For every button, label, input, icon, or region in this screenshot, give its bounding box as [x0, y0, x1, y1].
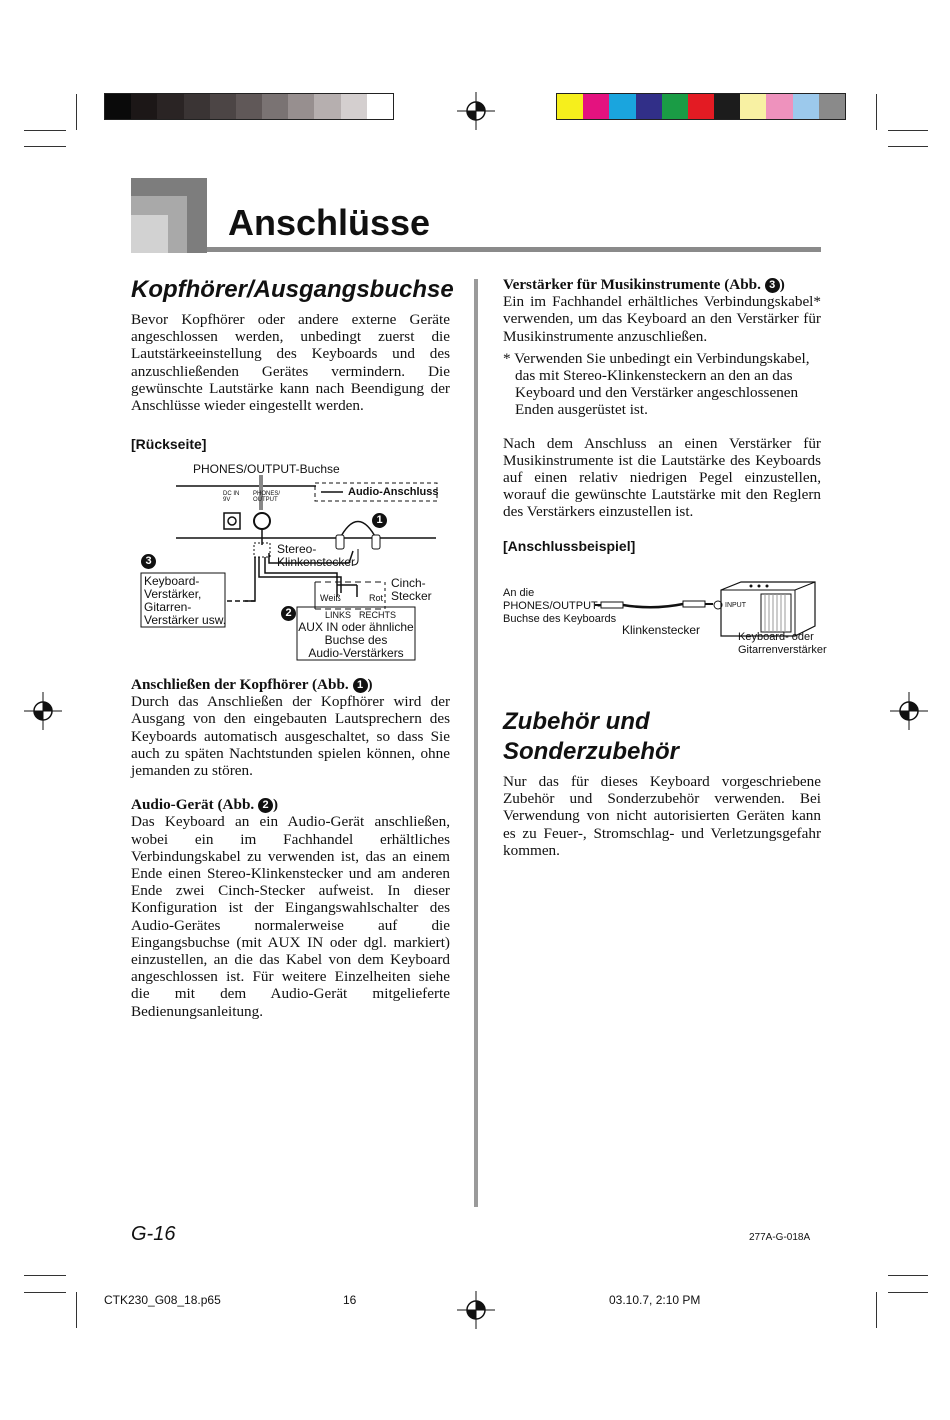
connection-example-label: [Anschlussbeispiel] [503, 537, 636, 554]
audio-paragraph: Das Keyboard an ein Audio-Gerät anschließen, wobei ein im Fachhandel erhältliches Verbindungskabel zu verwenden ist, das an einem Ende einen Stereo-Klinkenstecker und am anderen Ende zwei Cinch-Stecker aufweist. In dieser Konfiguration ist der Eingangswahlschalter des Audio-Gerätes normalerweise auf die Eingangsbuchse (mit AUX IN oder dgl. markiert) einzustellen, an die das Kabel von dem Keyboard angeschlossen ist. Für weitere Einzelheiten siehe die mit dem Audio-Gerät mitgelieferte Bedienungsanleitung. [131, 813, 450, 1020]
phones-small-label [253, 491, 280, 503]
amplifier-line1: Keyboard- [144, 574, 200, 588]
registration-mark-top [457, 92, 495, 130]
example-label-amplifier-line1: Keyboard- oder [738, 631, 814, 643]
rear-panel-label: [Rückseite] [131, 436, 207, 453]
color-swatch [583, 94, 609, 119]
amplifier-volume-paragraph: Nach dem Anschluss an einen Verstärker für Musikinstrumente ist die Lautstärke des Keyboards auf einen relativ niedrigen Pegel einzustellen, worauf die gewünschte Lautstärke mit den Reglern des Verstärkers einzustellen ist. [503, 434, 821, 521]
stereo-plug-line2: Klinkenstecker [277, 555, 356, 569]
amplifier-line3: Gitarren- [144, 600, 192, 614]
color-swatch [341, 94, 367, 119]
color-swatch [793, 94, 819, 119]
example-label-buchse: Buchse des Keyboards [503, 613, 617, 625]
output-small-text: OUTPUT [253, 497, 278, 503]
page-number: G-16 [131, 1223, 176, 1245]
registration-mark-left [24, 692, 62, 730]
right-column [503, 276, 821, 554]
dc-in-label [223, 491, 239, 503]
audio-close-paren: ) [273, 796, 279, 814]
color-swatch [740, 94, 766, 119]
accessories-section [503, 707, 821, 859]
example-label-plug: Klinkenstecker [622, 623, 701, 637]
intro-paragraph: Bevor Kopfhörer oder andere externe Geräte angeschlossen werden, unbedingt zuerst die Lautstärkeeinstellung des Keyboards und des anzuschließenden Gerätes vermindern. Die gewünschte Lautstärke kann nach Beendigung der Anschlüsse wieder eingestellt werden. [131, 311, 450, 415]
section-heading-accessories: Zubehör und Sonderzubehör [503, 708, 680, 765]
color-swatch [210, 94, 236, 119]
title-underline [207, 247, 821, 252]
aux-in-line1: AUX IN oder ähnliche [298, 620, 414, 634]
accessories-paragraph: Nur das für dieses Keyboard vorgeschriebene Zubehör und Sonderzubehör verwenden. Bei Verwendung von nicht autorisierten Geräten kann es zu Feuer-, Stromschlag- und Verletzungsgefahr kommen. [503, 773, 821, 859]
connection-example-diagram [503, 580, 827, 662]
registration-mark-bottom [457, 1291, 495, 1329]
color-swatch [557, 94, 583, 119]
aux-in-line2: Buchse des [324, 633, 388, 647]
color-swatch [819, 94, 845, 119]
color-swatch [609, 94, 635, 119]
headphones-subheading-text: Anschließen der Kopfhörer (Abb. [131, 676, 349, 693]
headphones-figure-ref: 1 [353, 678, 368, 693]
phones-output-jack-label: PHONES/OUTPUT-Buchse [193, 462, 340, 476]
example-label-amplifier-line2: Gitarrenverstärker [738, 644, 827, 656]
color-swatch [367, 94, 393, 119]
color-swatch [688, 94, 714, 119]
section-heading-headphones: Kopfhörer/Ausgangsbuchse [131, 276, 454, 303]
white-plug-label: Weiß [320, 593, 341, 603]
headphones-paragraph: Durch das Anschließen der Kopfhörer wird der Ausgang von den eingebauten Lautsprechern des Keyboards automatisch ausgeschaltet, so dass Sie auch zu späten Nachtstunden spielen können, ohne jemanden zu stören. [131, 693, 450, 780]
example-label-input: INPUT [725, 602, 746, 609]
color-swatch [766, 94, 792, 119]
dc-in-voltage: 9V [223, 497, 231, 503]
color-swatch [262, 94, 288, 119]
amplifier-close-paren: ) [779, 276, 785, 293]
amplifier-figure-ref: 3 [765, 278, 780, 293]
document-code: 277A-G-018A [749, 1232, 811, 1243]
color-swatch [105, 94, 131, 119]
phones-small-text: PHONES/ [253, 491, 281, 497]
example-label-amplifier [738, 631, 827, 657]
file-name: CTK230_G08_18.p65 [104, 1293, 221, 1307]
audio-figure-ref: 2 [258, 798, 273, 813]
figure-number-1: 1 [372, 513, 387, 528]
amplifier-subheading [503, 276, 821, 293]
right-channel-label: RECHTS [359, 610, 397, 620]
cinch-plug-label [391, 577, 432, 603]
aux-in-label [297, 621, 415, 660]
audio-subheading-text: Audio-Gerät (Abb. [131, 796, 255, 814]
dc-in-text: DC IN [223, 491, 240, 497]
amplifier-label [144, 575, 226, 627]
print-page: 16 [343, 1293, 357, 1307]
color-swatch [314, 94, 340, 119]
figure-number-2: 2 [281, 606, 296, 621]
grayscale-color-bar [104, 93, 394, 120]
audio-connection-label: Audio-Anschluss [348, 486, 439, 498]
color-swatch [636, 94, 662, 119]
color-swatch [184, 94, 210, 119]
headphones-close-paren: ) [367, 676, 373, 693]
title-decoration [131, 178, 207, 253]
amplifier-subheading-text: Verstärker für Musikinstrumente (Abb. [503, 276, 761, 293]
figure-number-3: 3 [141, 554, 156, 569]
column-divider [474, 279, 478, 1207]
left-channel-label: LINKS [325, 610, 352, 620]
example-label-an-die: An die [503, 587, 535, 599]
amplifier-line4: Verstärker usw. [144, 613, 227, 627]
amplifier-paragraph: Ein im Fachhandel erhältliches Verbindungskabel* verwenden, um das Keyboard an den Verstärker für Musikinstrumente anzuschließen. [503, 293, 821, 345]
print-date: 03.10.7, 2:10 PM [609, 1293, 701, 1307]
stereo-plug-label [277, 543, 355, 569]
color-swatch [157, 94, 183, 119]
red-plug-label: Rot [369, 593, 384, 603]
page-title: Anschlüsse [228, 202, 431, 243]
aux-in-line3: Audio-Verstärkers [308, 646, 404, 660]
headphones-subheading [131, 676, 450, 693]
amplifier-footnote: * Verwenden Sie unbedingt ein Verbindungskabel, das mit Stereo-Klinkensteckern an den an das Keyboard und den Verstärker angeschlossenen Enden ausgerüstet ist. [503, 349, 810, 419]
cinch-plug-line1: Cinch- [391, 576, 426, 590]
color-swatch [236, 94, 262, 119]
example-label-phones [503, 587, 616, 626]
left-column-lower [131, 676, 450, 1020]
amplifier-line2: Verstärker, [144, 587, 202, 601]
example-label-phones-output: PHONES/OUTPUT- [503, 600, 601, 612]
registration-mark-right [890, 692, 928, 730]
rear-panel-diagram [131, 455, 451, 665]
cinch-plug-line2: Stecker [391, 589, 432, 603]
stereo-plug-line1: Stereo- [277, 542, 317, 556]
process-color-bar [556, 93, 846, 120]
color-swatch [288, 94, 314, 119]
color-swatch [131, 94, 157, 119]
color-swatch [714, 94, 740, 119]
color-swatch [662, 94, 688, 119]
audio-subheading [131, 796, 450, 813]
left-column [131, 275, 454, 453]
